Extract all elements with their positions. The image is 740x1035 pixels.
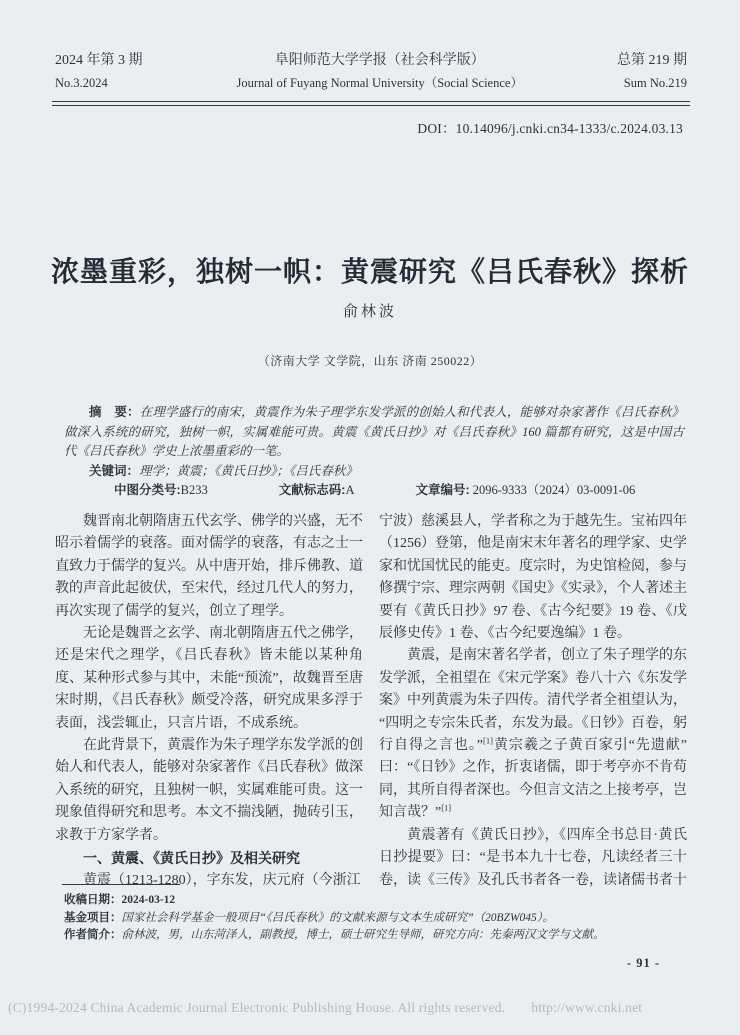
- journal-header: [55, 50, 687, 94]
- page-title: 浓墨重彩，独树一帜：黄震研究《吕氏春秋》探析: [50, 255, 689, 287]
- column-right: [379, 511, 687, 892]
- volume-number-en: Sum No.219: [623, 76, 687, 90]
- document-code-label: 文献标志码:: [278, 483, 346, 497]
- paragraph-text: 魏晋南北朝隋唐五代玄学、佛学的兴盛，无不昭示着儒学的衰落。面对儒学的衰落，有志之士一直致力于儒学的复兴。从中唐开始，排斥佛教、道教的声音此起彼伏，至宋代，经过几代人的努力，再次实现了儒学的复兴，创立了理学。: [55, 514, 363, 619]
- body-paragraph: [379, 645, 687, 824]
- copyright-url: http://www.cnki.net: [531, 1000, 643, 1015]
- fund-project-text: 国家社会科学基金一般项目“《吕氏春秋》的文献来源与文本生成研究”（20BZW045）。: [121, 911, 555, 924]
- paragraph-text: 黄宗羲之子黄百家引“先遗献”曰：“《日钞》之作，折衷诸儒，即于考亭亦不肯苟同，其所自得者深也。今但言文洁之上接考亭，岂知言哉？”: [379, 738, 687, 821]
- keywords: [64, 462, 684, 482]
- paragraph-text: 无论是魏晋之玄学、南北朝隋唐五代之佛学，还是宋代之理学，《吕氏春秋》皆未能以某种角度、某种形式参与其中，未能“预流”，故魏晋至唐宋时期，《吕氏春秋》颇受冷落，研究成果多浮于表面，浅尝辄止，只言片语，不成系统。: [55, 626, 363, 731]
- journal-name-cn: 阜阳师范大学学报（社会科学版）: [274, 53, 485, 68]
- column-left: [55, 511, 363, 892]
- copyright-notice: [8, 1000, 732, 1016]
- received-date-value: 2024-03-12: [121, 894, 176, 906]
- abstract: [64, 403, 684, 462]
- section-heading: [55, 847, 363, 869]
- issue-number-cn: 2024 年第 3 期: [55, 53, 143, 68]
- paragraph-text: 宁波）慈溪县人，学者称之为于越先生。宝祐四年（1256）登第，他是南宋末年著名的理学家、史学家和忧国忧民的能吏。度宗时，为史馆检阅，参与修撰宁宗、理宗两朝《国史》《实录》，个人著述主要有《黄氏日抄》97 卷、《古今纪要》19 卷、《戊辰修史传》1 卷、《古今纪要逸编》1 卷。: [379, 514, 687, 642]
- article-id-value: 2096-9333（2024）03-0091-06: [472, 483, 636, 497]
- author-bio-line: [64, 927, 690, 945]
- footnotes: [64, 892, 690, 945]
- header-journal-name: [143, 50, 618, 94]
- author-bio-label: 作者简介：: [64, 929, 122, 941]
- author-affiliation: （济南大学 文学院，山东 济南 250022）: [257, 354, 483, 368]
- issue-number-en: No.3.2024: [55, 76, 108, 90]
- page-number: - 91 -: [626, 956, 660, 970]
- paragraph-text: 黄震（1213-1280），字东发，庆元府（今浙江: [83, 872, 361, 888]
- author-name: 俞林波: [342, 304, 397, 320]
- header-issue: [55, 50, 143, 94]
- clc-label: 中图分类号:: [114, 483, 181, 497]
- header-double-rule: [52, 101, 690, 106]
- article-id: [390, 481, 635, 501]
- doi: DOI：10.14096/j.cnki.cn34-1333/c.2024.03.13: [417, 121, 683, 136]
- author-bio-text: 俞林波，男，山东菏泽人，副教授，博士，硕士研究生导师，研究方向：先秦两汉文学与文献。: [121, 929, 605, 941]
- classification-line: [64, 481, 684, 501]
- article-id-label: 文章编号:: [415, 483, 470, 497]
- body-paragraph: [55, 735, 363, 847]
- document-code-value: A: [345, 483, 355, 497]
- copyright-text: (C)1994-2024 China Academic Journal Electronic Publishing House. All rights reserved.: [8, 1000, 506, 1015]
- paragraph-text: 在此背景下，黄震作为朱子理学东发学派的创始人和代表人，能够对杂家著作《吕氏春秋》做深入系统的研究，且独树一帜，实属难能可贵。这一现象值得研究和思考。本文不揣浅陋，抛砖引玉，求教于方家学者。: [55, 738, 363, 843]
- received-date-line: [64, 892, 690, 910]
- abstract-label: 摘 要：: [89, 405, 140, 419]
- document-code: [254, 481, 355, 501]
- paragraph-text: 黄震，是南宋著名学者，创立了朱子理学的东发学派，全祖望在《宋元学案》卷八十六《东发学案》中列黄震为朱子四传。清代学者全祖望认为，“四明之专宗朱氏者，东发为最。《日钞》百卷，躬行自得之言也。”: [379, 648, 687, 754]
- keywords-text: 理学；黄震；《黄氏日抄》；《吕氏春秋》: [139, 463, 358, 478]
- paragraph-text: 黄震著有《黄氏日抄》，《四库全书总目·黄氏日抄提要》曰：“是书本九十七卷，凡读经者三十卷，读《三传》及孔氏书者各一卷，读诸儒书者十: [379, 827, 687, 888]
- received-date-label: 收稿日期：: [64, 894, 122, 906]
- fund-project-line: [64, 910, 690, 928]
- header-volume: [617, 50, 687, 94]
- abstract-text: 在理学盛行的南宋，黄震作为朱子理学东发学派的创始人和代表人，能够对杂家著作《吕氏春秋》做深入系统的研究，独树一帜，实属难能可贵。黄震《黄氏日抄》对《吕氏春秋》160 篇都有研究，这是中国古代《吕氏春秋》学史上浓墨重彩的一笔。: [64, 405, 684, 458]
- clc-number: [89, 481, 208, 501]
- body-paragraph: [55, 623, 363, 735]
- body-paragraph: [379, 825, 687, 892]
- footnote-separator: [62, 884, 180, 885]
- fund-project-label: 基金项目：: [64, 911, 122, 924]
- keywords-label: 关键词：: [89, 463, 140, 478]
- article-body: [55, 511, 687, 892]
- article-meta: [64, 403, 684, 501]
- clc-value: B233: [180, 483, 208, 497]
- body-paragraph: [55, 511, 363, 623]
- body-paragraph: [55, 870, 363, 892]
- citation-superscript: [1]: [441, 802, 452, 813]
- paragraph-text: 一、黄震、《黄氏日抄》及相关研究: [83, 850, 300, 867]
- body-paragraph: [379, 511, 687, 645]
- volume-number-cn: 总第 219 期: [617, 53, 687, 68]
- citation-superscript: [1]: [483, 735, 493, 746]
- journal-name-en: Journal of Fuyang Normal University（Social Science）: [236, 76, 523, 90]
